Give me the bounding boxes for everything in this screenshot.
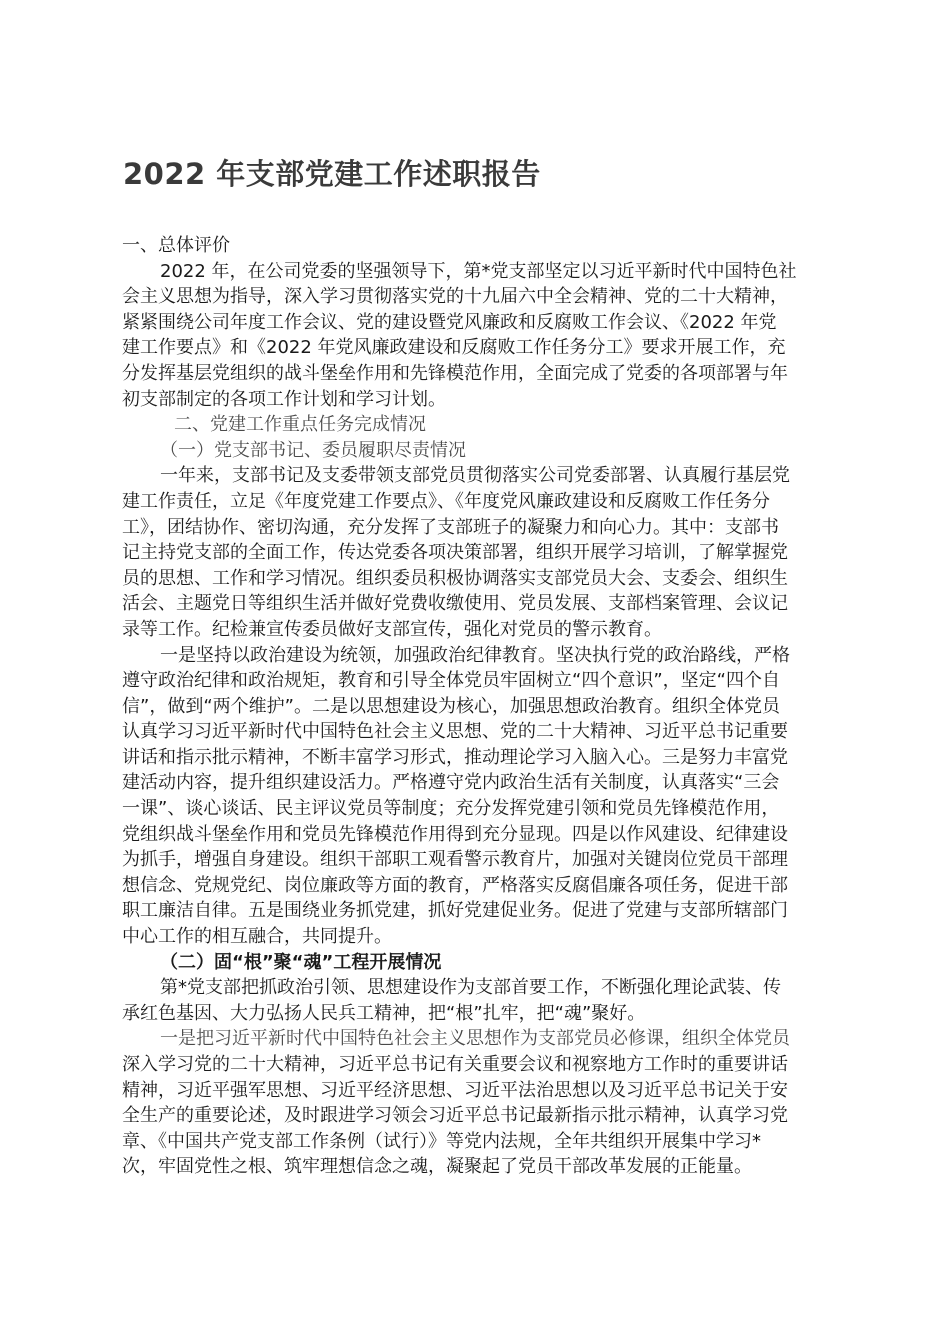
paragraph-line: 建工作责任，立足《年度党建工作要点》、《年度党风廉政建设和反腐败工作任务分 bbox=[122, 490, 770, 512]
paragraph-line: 遵守政治纪律和政治规矩，教育和引导全体党员牢固树立“四个意识”，坚定“四个自 bbox=[122, 670, 780, 692]
paragraph-line: 为抓手，增强自身建设。组织干部职工观看警示教育片，加强对关键岗位党员干部理 bbox=[122, 849, 788, 871]
paragraph-line: 一是坚持以政治建设为统领，加强政治纪律教育。坚决执行党的政治路线，严格 bbox=[160, 644, 790, 666]
paragraph-line: 全生产的重要论述，及时跟进学习领会习近平总书记最新指示批示精神，认真学习党 bbox=[122, 1105, 788, 1127]
paragraph-line: 一年来，支部书记及支委带领支部党员贯彻落实公司党委部署、认真履行基层党 bbox=[160, 465, 790, 487]
paragraph-line: 党组织战斗堡垒作用和党员先锋模范作用得到充分显现。四是以作风建设、纪律建设 bbox=[122, 823, 788, 845]
paragraph-line: 记主持党支部的全面工作，传达党委各项决策部署，组织开展学习培训，了解掌握党 bbox=[122, 542, 788, 564]
paragraph-line: 建工作要点》和《2022 年党风廉政建设和反腐败工作任务分工》要求开展工作，充 bbox=[122, 337, 786, 359]
paragraph-line: 章、《中国共产党支部工作条例（试行）》等党内法规，全年共组织开展集中学习* bbox=[122, 1130, 761, 1152]
paragraph-line: 想信念、党规党纪、岗位廉政等方面的教育，严格落实反腐倡廉各项任务，促进干部 bbox=[122, 874, 788, 896]
paragraph-line: 次，牢固党性之根、筑牢理想信念之魂，凝聚起了党员干部改革发展的正能量。 bbox=[122, 1156, 752, 1178]
paragraph-line: 分发挥基层党组织的战斗堡垒作用和先锋模范作用，全面完成了党委的各项部署与年 bbox=[122, 362, 788, 384]
subsection-heading: （二）固“根”聚“魂”工程开展情况 bbox=[160, 951, 442, 973]
subsection-heading: （一）党支部书记、委员履职尽责情况 bbox=[160, 439, 466, 461]
paragraph-line: 第*党支部把抓政治引领、思想建设作为支部首要工作，不断强化理论武装、传 bbox=[160, 977, 781, 999]
section-heading: 二、党建工作重点任务完成情况 bbox=[174, 414, 426, 436]
paragraph-line: 活会、主题党日等组织生活并做好党费收缴使用、党员发展、支部档案管理、会议记 bbox=[122, 593, 788, 615]
paragraph-line: 承红色基因、大力弘扬人民兵工精神，把“根”扎牢，把“魂”聚好。 bbox=[122, 1002, 646, 1024]
paragraph-line: 建活动内容，提升组织建设活力。严格遵守党内政治生活有关制度，认真落实“三会 bbox=[122, 772, 780, 794]
paragraph-line: 2022 年，在公司党委的坚强领导下，第*党支部坚定以习近平新时代中国特色社 bbox=[160, 260, 797, 282]
paragraph-line: 会主义思想为指导，深入学习贯彻落实党的十九届六中全会精神、党的二十大精神， bbox=[122, 286, 788, 308]
paragraph-line: 深入学习党的二十大精神，习近平总书记有关重要会议和视察地方工作时的重要讲话 bbox=[122, 1054, 788, 1075]
paragraph-line: 一课”、谈心谈话、民主评议党员等制度；充分发挥党建引领和党员先锋模范作用， bbox=[122, 798, 780, 820]
paragraph-line: 信”，做到“两个维护”。二是以思想建设为核心，加强思想政治教育。组织全体党员 bbox=[122, 695, 780, 717]
paragraph-line: 员的思想、工作和学习情况。组织委员积极协调落实支部党员大会、支委会、组织生 bbox=[122, 567, 788, 589]
paragraph-line: 紧紧围绕公司年度工作会议、党的建设暨党风廉政和反腐败工作会议、《2022 年党 bbox=[122, 311, 777, 333]
section-heading: 一、总体评价 bbox=[122, 235, 230, 256]
paragraph-line: 工》，团结协作、密切沟通，充分发挥了支部班子的凝聚力和向心力。其中：支部书 bbox=[122, 516, 779, 538]
paragraph-line: 职工廉洁自律。五是围绕业务抓党建，抓好党建促业务。促进了党建与支部所辖部门 bbox=[122, 900, 788, 922]
paragraph-line: 录等工作。纪检兼宣传委员做好支部宣传，强化对党员的警示教育。 bbox=[122, 618, 662, 640]
document-title: 2022 年支部党建工作述职报告 bbox=[123, 157, 541, 191]
paragraph-line: 中心工作的相互融合，共同提升。 bbox=[122, 926, 392, 948]
document-body bbox=[122, 233, 834, 1180]
paragraph-line: 讲话和指示批示精神，不断丰富学习形式，推动理论学习入脑入心。三是努力丰富党 bbox=[122, 746, 788, 768]
paragraph-line: 初支部制定的各项工作计划和学习计划。 bbox=[122, 388, 446, 410]
paragraph-line: 精神，习近平强军思想、习近平经济思想、习近平法治思想以及习近平总书记关于安 bbox=[122, 1079, 788, 1101]
paragraph-line: 认真学习习近平新时代中国特色社会主义思想、党的二十大精神、习近平总书记重要 bbox=[122, 721, 788, 743]
paragraph-line: 一是把习近平新时代中国特色社会主义思想作为支部党员必修课，组织全体党员 bbox=[160, 1028, 790, 1050]
